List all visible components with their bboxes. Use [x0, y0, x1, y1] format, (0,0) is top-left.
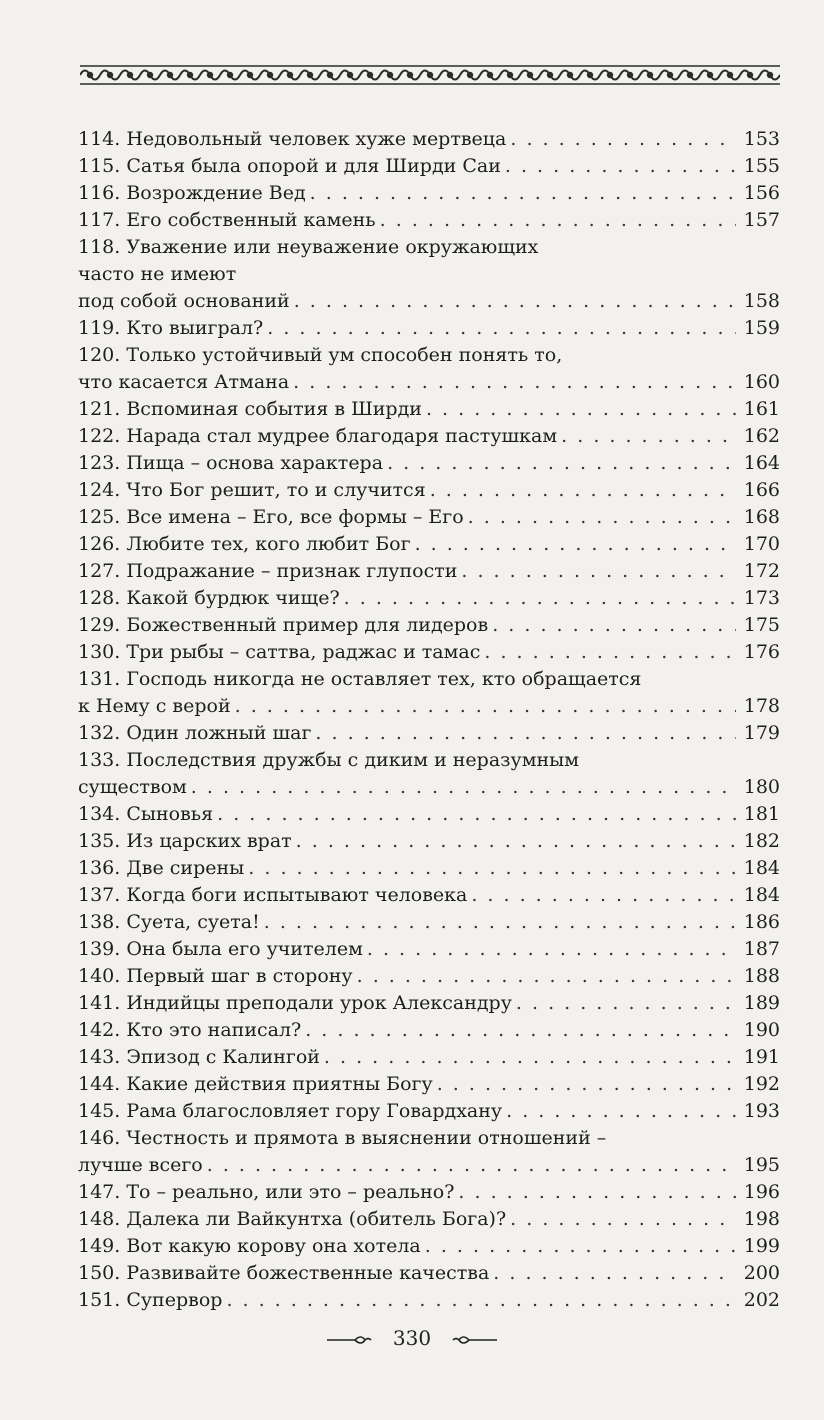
toc-entry-page: 187 — [743, 938, 780, 960]
dot-leader — [315, 720, 736, 747]
toc-entry-title: 144. Какие действия приятны Богу — [78, 1073, 433, 1095]
toc-entry-page: 162 — [743, 425, 780, 447]
toc-entry — [78, 180, 780, 207]
toc-entry-title: 116. Возрождение Вед — [78, 182, 306, 204]
toc-entry-title: лучше всего — [78, 1154, 203, 1176]
toc-entry — [78, 342, 780, 396]
dot-leader — [380, 207, 736, 234]
dot-leader — [264, 909, 736, 936]
toc-entry-title: 140. Первый шаг в сторону — [78, 965, 353, 987]
toc-entry-page: 178 — [743, 695, 780, 717]
toc-entry-title: 131. Господь никогда не оставляет тех, кто обращается — [78, 668, 642, 690]
toc-entry — [78, 855, 780, 882]
toc-entry-page: 160 — [743, 371, 780, 393]
toc-entry-title: 129. Божественный пример для лидеров — [78, 614, 489, 636]
toc-entry-page: 155 — [743, 155, 780, 177]
dot-leader — [506, 1098, 736, 1125]
toc-entry-title: 118. Уважение или неуважение окружающих — [78, 236, 539, 258]
dot-leader — [516, 990, 736, 1017]
dot-leader — [437, 1071, 736, 1098]
toc-entry-title: 137. Когда боги испытывают человека — [78, 884, 468, 906]
dot-leader — [426, 396, 736, 423]
toc-entry — [78, 234, 780, 315]
toc-entry — [78, 504, 780, 531]
dot-leader — [248, 855, 736, 882]
page-footer — [0, 1326, 824, 1350]
toc-entry-page: 173 — [743, 587, 780, 609]
toc-entry-title: 123. Пища – основа характера — [78, 452, 384, 474]
dot-leader — [293, 369, 736, 396]
toc-entry-page: 176 — [743, 641, 780, 663]
toc-entry — [78, 1206, 780, 1233]
toc-entry-page: 166 — [743, 479, 780, 501]
dot-leader — [235, 693, 736, 720]
toc-entry-page: 161 — [743, 398, 780, 420]
toc-entry-title: под собой оснований — [78, 290, 290, 312]
toc-entry-page: 200 — [743, 1262, 780, 1284]
toc-entry-title: существом — [78, 776, 187, 798]
toc-entry-title: 120. Только устойчивый ум способен понять то, — [78, 344, 563, 366]
toc-entry-title: 151. Супервор — [78, 1289, 223, 1311]
toc-entry-page: 196 — [743, 1181, 780, 1203]
dot-leader — [484, 639, 736, 666]
toc-entry-page: 188 — [743, 965, 780, 987]
dot-leader — [357, 963, 736, 990]
toc-entry — [78, 882, 780, 909]
right-flourish-icon — [451, 1333, 499, 1347]
toc-entry-page: 193 — [743, 1100, 780, 1122]
toc-entry-page: 190 — [743, 1019, 780, 1041]
toc-entry-page: 179 — [743, 722, 780, 744]
toc-entry-page: 184 — [743, 884, 780, 906]
dot-leader — [296, 828, 736, 855]
toc-entry — [78, 1233, 780, 1260]
toc-entry-title: 125. Все имена – Его, все формы – Его — [78, 506, 464, 528]
dot-leader — [191, 774, 736, 801]
toc-entry-title: что касается Атмана — [78, 371, 290, 393]
dot-leader — [367, 936, 736, 963]
toc-entry — [78, 990, 780, 1017]
toc-entry — [78, 666, 780, 720]
toc-entry-title: 119. Кто выиграл? — [78, 317, 264, 339]
dot-leader — [510, 1206, 736, 1233]
toc-entry-title: 139. Она была его учителем — [78, 938, 363, 960]
dot-leader — [461, 558, 736, 585]
toc-entry — [78, 531, 780, 558]
toc-entry — [78, 1071, 780, 1098]
toc-entry — [78, 315, 780, 342]
toc-entry-page: 164 — [743, 452, 780, 474]
dot-leader — [226, 1287, 736, 1314]
toc-entry-page: 195 — [743, 1154, 780, 1176]
dot-leader — [505, 153, 736, 180]
dot-leader — [415, 531, 736, 558]
toc-entry-page: 175 — [743, 614, 780, 636]
toc-entry-title: 135. Из царских врат — [78, 830, 292, 852]
toc-entry-title: 148. Далека ли Вайкунтха (обитель Бога)? — [78, 1208, 507, 1230]
dot-leader — [471, 882, 736, 909]
dot-leader — [294, 288, 736, 315]
toc-entry-page: 156 — [743, 182, 780, 204]
toc-entry-title: 114. Недовольный человек хуже мертвеца — [78, 128, 507, 150]
dot-leader — [425, 1233, 736, 1260]
toc-entry-title: 122. Нарада стал мудрее благодаря пастушкам — [78, 425, 558, 447]
toc-entry-title: к Нему с верой — [78, 695, 231, 717]
toc-entry — [78, 1287, 780, 1314]
toc-entry-page: 172 — [743, 560, 780, 582]
dot-leader — [561, 423, 736, 450]
toc-entry — [78, 477, 780, 504]
dot-leader — [344, 585, 736, 612]
toc-entry — [78, 396, 780, 423]
header-ornament-icon — [80, 62, 780, 88]
toc-entry — [78, 153, 780, 180]
toc-entry — [78, 612, 780, 639]
dot-leader — [430, 477, 736, 504]
toc-entry-title: 132. Один ложный шаг — [78, 722, 312, 744]
toc-entry — [78, 423, 780, 450]
toc-entry — [78, 585, 780, 612]
toc-entry — [78, 801, 780, 828]
toc-entry-page: 170 — [743, 533, 780, 555]
toc-entry — [78, 720, 780, 747]
toc-entry-title: 134. Сыновья — [78, 803, 214, 825]
toc-entry — [78, 558, 780, 585]
toc-entry-title: 126. Любите тех, кого любит Бог — [78, 533, 411, 555]
toc-entry-page: 157 — [743, 209, 780, 231]
dot-leader — [267, 315, 736, 342]
toc-entry — [78, 1260, 780, 1287]
dot-leader — [305, 1017, 736, 1044]
toc-entry-page: 192 — [743, 1073, 780, 1095]
toc-entry-title: 150. Развивайте божественные качества — [78, 1262, 490, 1284]
dot-leader — [310, 180, 736, 207]
left-flourish-icon — [325, 1333, 373, 1347]
toc-entry — [78, 1179, 780, 1206]
toc-entry-title: 133. Последствия дружбы с диким и неразумным — [78, 749, 580, 771]
toc-entry-title: 136. Две сирены — [78, 857, 245, 879]
toc-entry — [78, 1017, 780, 1044]
toc-entry-title: 127. Подражание – признак глупости — [78, 560, 458, 582]
table-of-contents — [78, 126, 780, 1314]
toc-entry-title: 121. Вспоминая события в Ширди — [78, 398, 422, 420]
toc-entry-page: 153 — [743, 128, 780, 150]
dot-leader — [468, 504, 736, 531]
toc-entry — [78, 828, 780, 855]
toc-entry-title: 124. Что Бог решит, то и случится — [78, 479, 426, 501]
toc-entry-page: 198 — [743, 1208, 780, 1230]
toc-entry-page: 189 — [743, 992, 780, 1014]
dot-leader — [207, 1152, 736, 1179]
toc-entry-page: 191 — [743, 1046, 780, 1068]
dot-leader — [217, 801, 736, 828]
toc-entry-title: 138. Суета, суета! — [78, 911, 260, 933]
dot-leader — [387, 450, 736, 477]
toc-entry — [78, 963, 780, 990]
toc-entry-title: 145. Рама благословляет гору Говардхану — [78, 1100, 503, 1122]
toc-entry — [78, 1098, 780, 1125]
page-number: 330 — [392, 1326, 432, 1350]
toc-entry — [78, 1044, 780, 1071]
dot-leader — [493, 1260, 736, 1287]
toc-entry-page: 158 — [743, 290, 780, 312]
toc-entry-page: 180 — [743, 776, 780, 798]
dot-leader — [458, 1179, 736, 1206]
dot-leader — [492, 612, 736, 639]
toc-entry — [78, 450, 780, 477]
toc-entry-title: часто не имеют — [78, 263, 237, 285]
toc-entry-title: 130. Три рыбы – саттва, раджас и тамас — [78, 641, 481, 663]
toc-entry-title: 128. Какой бурдюк чище? — [78, 587, 340, 609]
toc-entry-title: 149. Вот какую корову она хотела — [78, 1235, 421, 1257]
toc-entry — [78, 909, 780, 936]
toc-entry — [78, 1125, 780, 1179]
toc-entry-page: 199 — [743, 1235, 780, 1257]
toc-entry-title: 115. Сатья была опорой и для Ширди Саи — [78, 155, 501, 177]
toc-entry — [78, 747, 780, 801]
toc-entry-page: 182 — [743, 830, 780, 852]
toc-entry — [78, 936, 780, 963]
toc-entry-page: 181 — [743, 803, 780, 825]
toc-entry-title: 146. Честность и прямота в выяснении отношений – — [78, 1127, 607, 1149]
toc-entry-page: 202 — [743, 1289, 780, 1311]
dot-leader — [324, 1044, 736, 1071]
toc-entry-page: 168 — [743, 506, 780, 528]
toc-entry — [78, 126, 780, 153]
toc-entry-title: 117. Его собственный камень — [78, 209, 376, 231]
toc-entry-title: 147. То – реально, или это – реально? — [78, 1181, 455, 1203]
dot-leader — [510, 126, 736, 153]
toc-entry-title: 142. Кто это написал? — [78, 1019, 302, 1041]
toc-entry-page: 159 — [743, 317, 780, 339]
toc-entry — [78, 639, 780, 666]
toc-entry — [78, 207, 780, 234]
toc-entry-title: 141. Индийцы преподали урок Александру — [78, 992, 512, 1014]
toc-entry-page: 186 — [743, 911, 780, 933]
toc-entry-page: 184 — [743, 857, 780, 879]
toc-entry-title: 143. Эпизод с Калингой — [78, 1046, 320, 1068]
